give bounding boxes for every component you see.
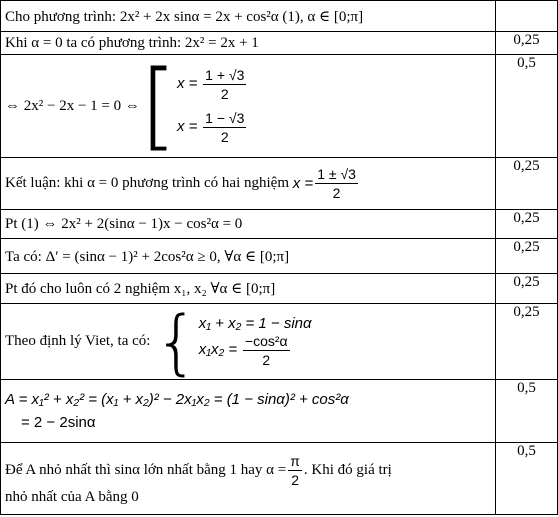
table-row <box>1 210 558 239</box>
table-row <box>1 380 558 443</box>
fraction <box>315 165 358 202</box>
step-text: = 2 − 2sinα <box>21 414 96 431</box>
brace-icon: { <box>154 300 199 383</box>
score-cell <box>496 304 558 380</box>
step-cell <box>1 50 496 161</box>
table-row <box>1 239 558 274</box>
score-cell <box>496 158 558 210</box>
fraction-numerator: π <box>290 452 300 469</box>
fraction-numerator: −cos²α <box>244 332 288 349</box>
score-cell <box>496 443 558 515</box>
score-value: 0,25 <box>513 210 540 226</box>
table-row <box>1 304 558 380</box>
statement-text: Cho phương trình: 2x² + 2x sinα = 2x + cos²α (1), α ∈ [0;π] <box>5 8 364 25</box>
score-value: 0,25 <box>513 239 540 255</box>
score-cell <box>496 1 558 32</box>
step-text: Khi α = 0 ta có phương trình: 2x² = 2x + 1 <box>5 34 259 51</box>
score-value: 0,5 <box>517 380 536 396</box>
fraction-denominator: 2 <box>262 351 271 368</box>
score-cell <box>496 55 558 158</box>
table-row <box>1 158 558 210</box>
viet-product-prefix: x₁x₂ = <box>198 340 238 358</box>
viet-system <box>199 315 312 369</box>
table-row <box>1 55 558 158</box>
solution-prefix: x = <box>176 117 198 135</box>
step-text: ⇔ 2x² − 2x − 1 = 0 ⇔ <box>5 97 140 114</box>
fraction-denominator: 2 <box>291 471 299 488</box>
fraction-denominator: 2 <box>220 129 229 145</box>
score-cell <box>496 32 558 55</box>
fraction <box>203 66 246 103</box>
step-text: . Khi đó giá trị <box>303 461 392 478</box>
step-text: Ta có: Δ′ = (sinα − 1)² + 2cos²α ≥ 0, ∀α ∈ [0;π] <box>5 248 290 265</box>
step-text: Để A nhỏ nhất thì sinα lớn nhất bằng 1 hay α = <box>5 461 287 478</box>
score-cell <box>496 239 558 274</box>
step-text: A = x₁² + x₂² = (x₁ + x₂)² − 2x₁x₂ = (1 − sinα)² + cos²α <box>5 391 349 408</box>
score-value: 0,25 <box>513 274 540 290</box>
step-cell <box>1 274 496 304</box>
score-value: 0,25 <box>513 304 540 320</box>
step-cell <box>1 300 496 383</box>
score-value: 0,5 <box>517 443 536 459</box>
fraction-denominator: 2 <box>332 185 341 201</box>
fraction <box>243 332 290 369</box>
bracket-icon: [ <box>139 50 177 161</box>
fraction-numerator: 1 ± √3 <box>317 166 356 182</box>
step-cell <box>1 158 496 210</box>
score-cell <box>496 210 558 239</box>
step-cell <box>1 380 496 443</box>
score-value: 0,5 <box>517 55 536 71</box>
viet-sum: x₁ + x₂ = 1 − sinα <box>198 314 312 332</box>
step-cell <box>1 443 496 515</box>
score-cell <box>496 274 558 304</box>
table-row <box>1 32 558 55</box>
table-row <box>1 1 558 32</box>
score-cell <box>496 380 558 443</box>
step-text: nhỏ nhất của A bằng 0 <box>5 488 139 505</box>
table-row <box>1 443 558 515</box>
fraction-numerator: 1 − √3 <box>205 110 245 126</box>
step-text: Theo định lý Viet, ta có: <box>5 333 151 349</box>
problem-statement <box>1 1 496 32</box>
fraction-denominator: 2 <box>220 86 229 102</box>
step-cell <box>1 32 496 55</box>
solution-prefix: x = <box>292 175 314 192</box>
step-text: Pt đó cho luôn có 2 nghiệm x₁, x₂ ∀α ∈ [0;π] <box>5 281 276 297</box>
step-cell <box>1 239 496 274</box>
fraction <box>203 109 246 146</box>
step-text: Pt (1) ⇔ 2x² + 2(sinα − 1)x − cos²α = 0 <box>5 215 243 232</box>
step-cell <box>1 210 496 239</box>
solution-prefix: x = <box>176 74 198 92</box>
score-value: 0,25 <box>513 158 540 174</box>
step-text: Kết luận: khi α = 0 phương trình có hai nghiệm <box>5 175 290 191</box>
fraction <box>288 452 302 489</box>
score-value: 0,25 <box>513 32 540 48</box>
table-row <box>1 274 558 304</box>
solution-system <box>177 66 248 146</box>
fraction-numerator: 1 + √3 <box>205 67 245 83</box>
